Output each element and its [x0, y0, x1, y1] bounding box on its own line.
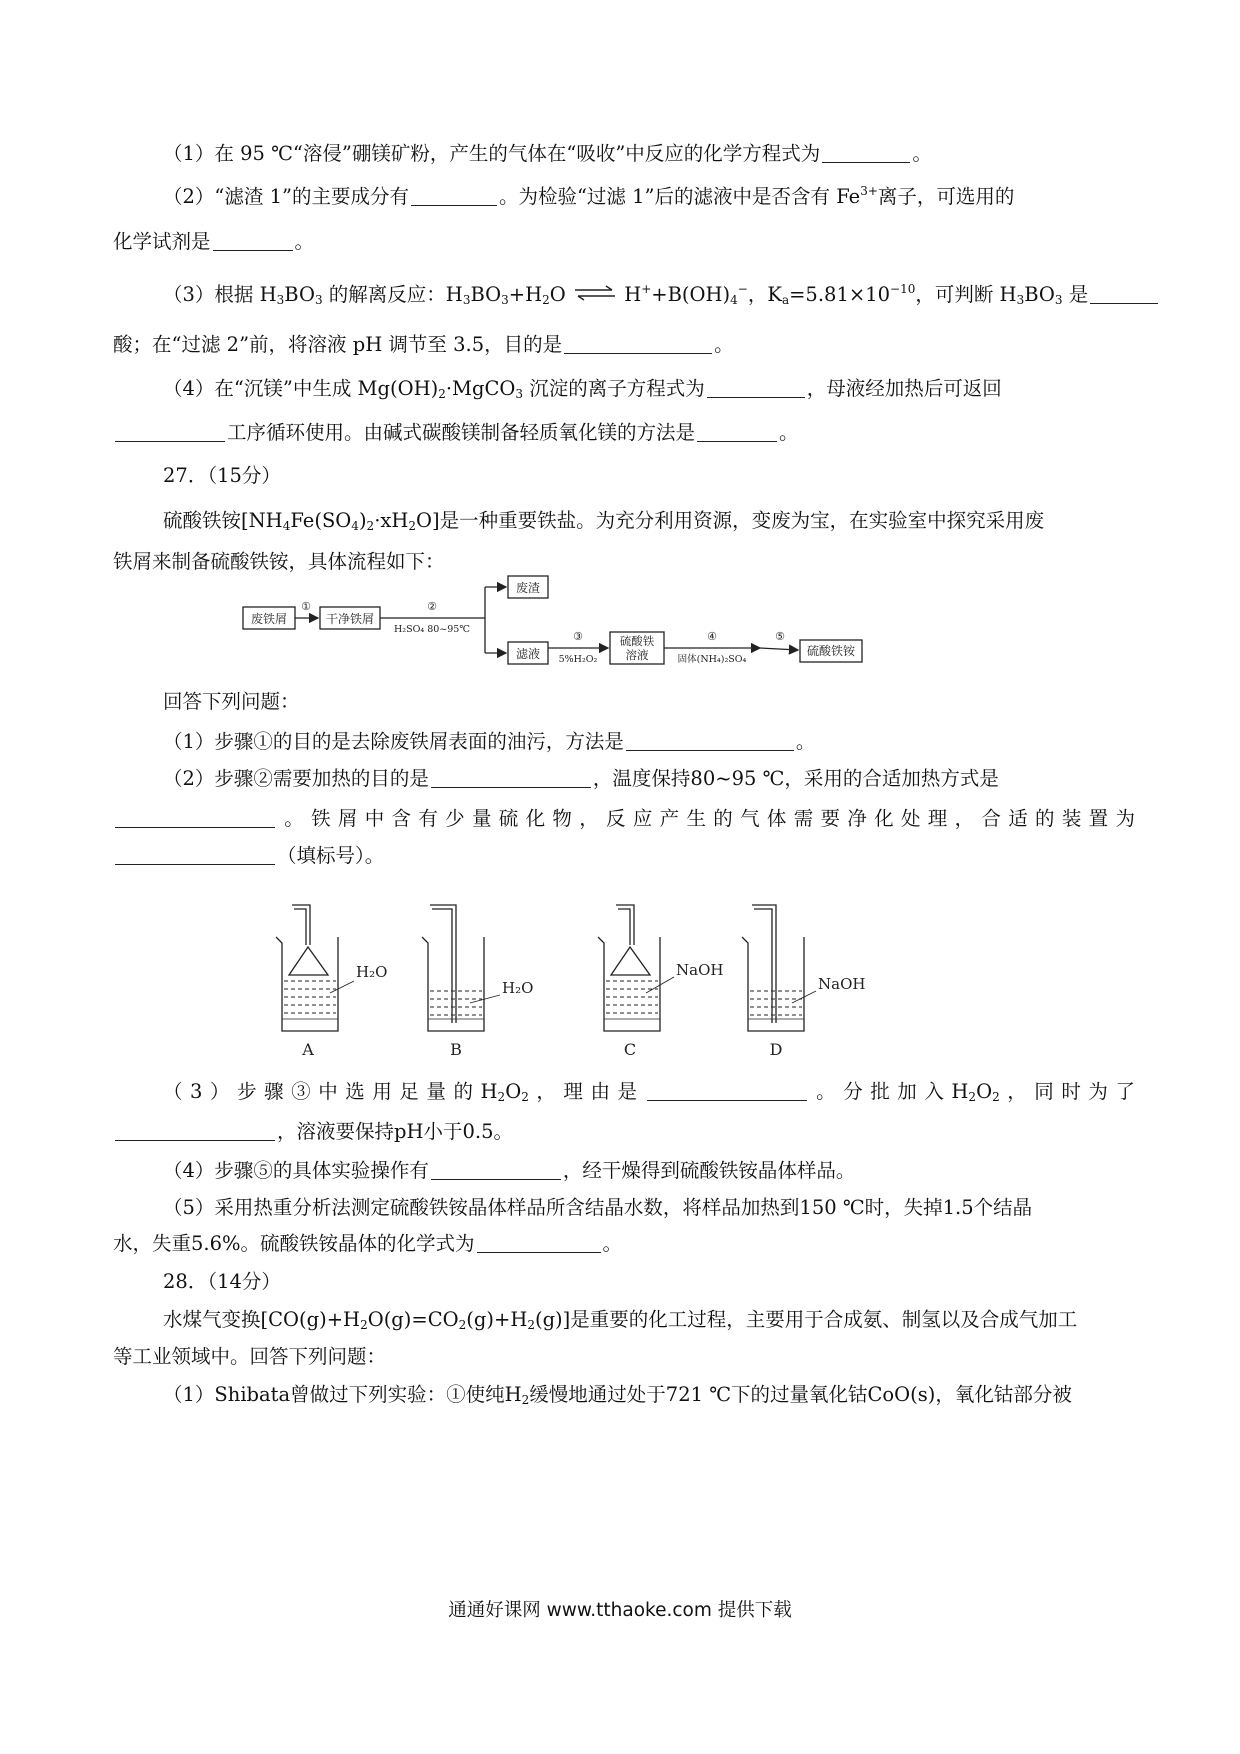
answer-blank[interactable]: [1090, 283, 1158, 304]
answer-blank[interactable]: [213, 230, 293, 251]
label-ferric-sulfate: 硫酸铁溶液: [619, 634, 655, 662]
beaker-d-liquid: NaOH: [818, 975, 866, 993]
beaker-b[interactable]: [422, 905, 500, 1031]
q27-part3-cont: ，溶液要保持pH小于0.5。: [113, 1118, 1135, 1146]
q26-part3: （3）根据 $H_3BO_3$ 的解离反应：$H_3BO_3+H_2O$ $H^++B(OH)_4^-$，$K_a=5.81\times 10^{-10}$，可判断 $H_3BO_3$ 是: [163, 281, 1135, 309]
beaker-c-label: C: [623, 1040, 637, 1055]
answer-prompt: 回答下列问题：: [163, 690, 300, 713]
answer-blank[interactable]: [697, 421, 777, 442]
equilibrium-arrow-icon: [572, 283, 618, 303]
answer-blank[interactable]: [431, 1159, 561, 1180]
answer-blank[interactable]: [431, 767, 591, 788]
step-3-label: ③: [573, 630, 583, 643]
beaker-a-liquid: H₂O: [356, 963, 388, 981]
answer-blank[interactable]: [115, 844, 275, 865]
step-2-label: ②: [427, 600, 437, 613]
answer-blank[interactable]: [411, 185, 497, 206]
step-4-label: ④: [707, 630, 717, 643]
beaker-d-label: D: [769, 1040, 783, 1055]
q28-intro-cont: 等工业领域中。回答下列问题：: [113, 1345, 387, 1368]
question-27-header: 27．（15分）: [163, 464, 281, 487]
q27-part2-cont: 。铁屑中含有少量硫化物，反应产生的气体需要净化处理，合适的装置为: [113, 805, 1135, 833]
label-residue: 废渣: [515, 581, 541, 595]
answer-blank[interactable]: [822, 142, 910, 163]
answer-blank[interactable]: [477, 1232, 601, 1253]
answer-blank[interactable]: [647, 1080, 807, 1101]
q27-part5-cont: 水，失重5.6%。硫酸铁铵晶体的化学式为 。: [113, 1232, 623, 1255]
step-4-condition: 固体(NH₄)₂SO₄: [677, 654, 747, 665]
beaker-a-label: A: [302, 1040, 314, 1055]
beaker-a[interactable]: [276, 905, 354, 1031]
answer-blank[interactable]: [115, 421, 225, 442]
label-waste-iron: 废铁屑: [250, 612, 288, 626]
label-clean-iron: 干净铁屑: [325, 612, 375, 626]
q27-part2-cont2: （填标号）。: [113, 842, 1135, 870]
q27-intro-cont: 铁屑来制备硫酸铁铵，具体流程如下：: [113, 550, 445, 573]
step-2-condition: H₂SO₄ 80~95℃: [394, 624, 470, 635]
q27-part4: （4）步骤⑤的具体实验操作有 ，经干燥得到硫酸铁铵晶体样品。: [163, 1159, 856, 1182]
page-footer: 通通好课网 www.tthaoke.com 提供下载: [448, 1600, 792, 1621]
label-product: 硫酸铁铵: [806, 644, 856, 658]
process-flowchart: [240, 574, 880, 674]
answer-blank[interactable]: [115, 807, 275, 828]
q28-intro: 水煤气变换$[CO(g)+H_2O(g)=CO_2(g)+H_2(g)]$是重要的化工过程，主要用于合成氨、制氢以及合成气加工: [163, 1308, 1078, 1332]
q26-part4: （4）在“沉镁”中生成 $Mg(OH)_2\cdot MgCO_3$ 沉淀的离子方程式为 ，母液经加热后可返回: [163, 377, 1002, 401]
q27-part1: （1）步骤①的目的是去除废铁屑表面的油污，方法是 。: [163, 730, 816, 753]
q27-part5: （5）采用热重分析法测定硫酸铁铵晶体样品所含结晶水数，将样品加热到150 ℃时，失掉1.5个结晶: [163, 1196, 1033, 1219]
q27-intro: 硫酸铁铵$[NH_4Fe(SO_4)_2\cdot xH_2O]$是一种重要铁盐。为充分利用资源，变废为宝，在实验室中探究采用废: [163, 509, 1045, 533]
q26-part3-cont: 酸；在“过滤 2”前，将溶液 pH 调节至 3.5，目的是 。: [113, 333, 734, 356]
answer-blank[interactable]: [626, 730, 794, 751]
label-filtrate: 滤液: [515, 647, 541, 661]
step-1-label: ①: [301, 600, 311, 613]
beaker-b-label: B: [450, 1040, 462, 1055]
q26-part1: （1）在 95 ℃“溶侵”硼镁矿粉，产生的气体在“吸收”中反应的化学方程式为 。: [163, 142, 932, 165]
step-3-condition: 5%H₂O₂: [558, 654, 598, 665]
answer-blank[interactable]: [564, 333, 712, 354]
beaker-d[interactable]: [742, 905, 816, 1031]
question-28-header: 28．（14分）: [163, 1270, 281, 1293]
q27-part2: （2）步骤②需要加热的目的是 ，温度保持80~95 ℃，采用的合适加热方式是: [163, 767, 999, 790]
beaker-c-liquid: NaOH: [676, 961, 724, 979]
q26-part2: （2）“滤渣 1”的主要成分有 。为检验“过滤 1”后的滤液中是否含有 $Fe^{3+}$离子，可选用的: [163, 184, 1015, 208]
beaker-b-liquid: H₂O: [502, 979, 534, 997]
beaker-c[interactable]: [598, 905, 674, 1031]
answer-blank[interactable]: [707, 377, 805, 398]
q28-part1: （1）Shibata曾做过下列实验：①使纯$H_2$缓慢地通过处于721 ℃下的过量氧化钴CoO(s)，氧化钴部分被: [163, 1383, 1072, 1407]
q26-part4-cont: 工序循环使用。由碱式碳酸镁制备轻质氧化镁的方法是 。: [113, 419, 1135, 447]
answer-blank[interactable]: [115, 1120, 275, 1141]
gas-absorption-apparatus-options: [270, 895, 910, 1055]
step-5-label: ⑤: [775, 630, 785, 643]
q27-part3: （3）步骤③中选用足量的$H_2O_2$，理由是 。分批加入$H_2O_2$，同时为了: [163, 1080, 1135, 1104]
q26-part2-cont: 化学试剂是 。: [113, 230, 315, 253]
